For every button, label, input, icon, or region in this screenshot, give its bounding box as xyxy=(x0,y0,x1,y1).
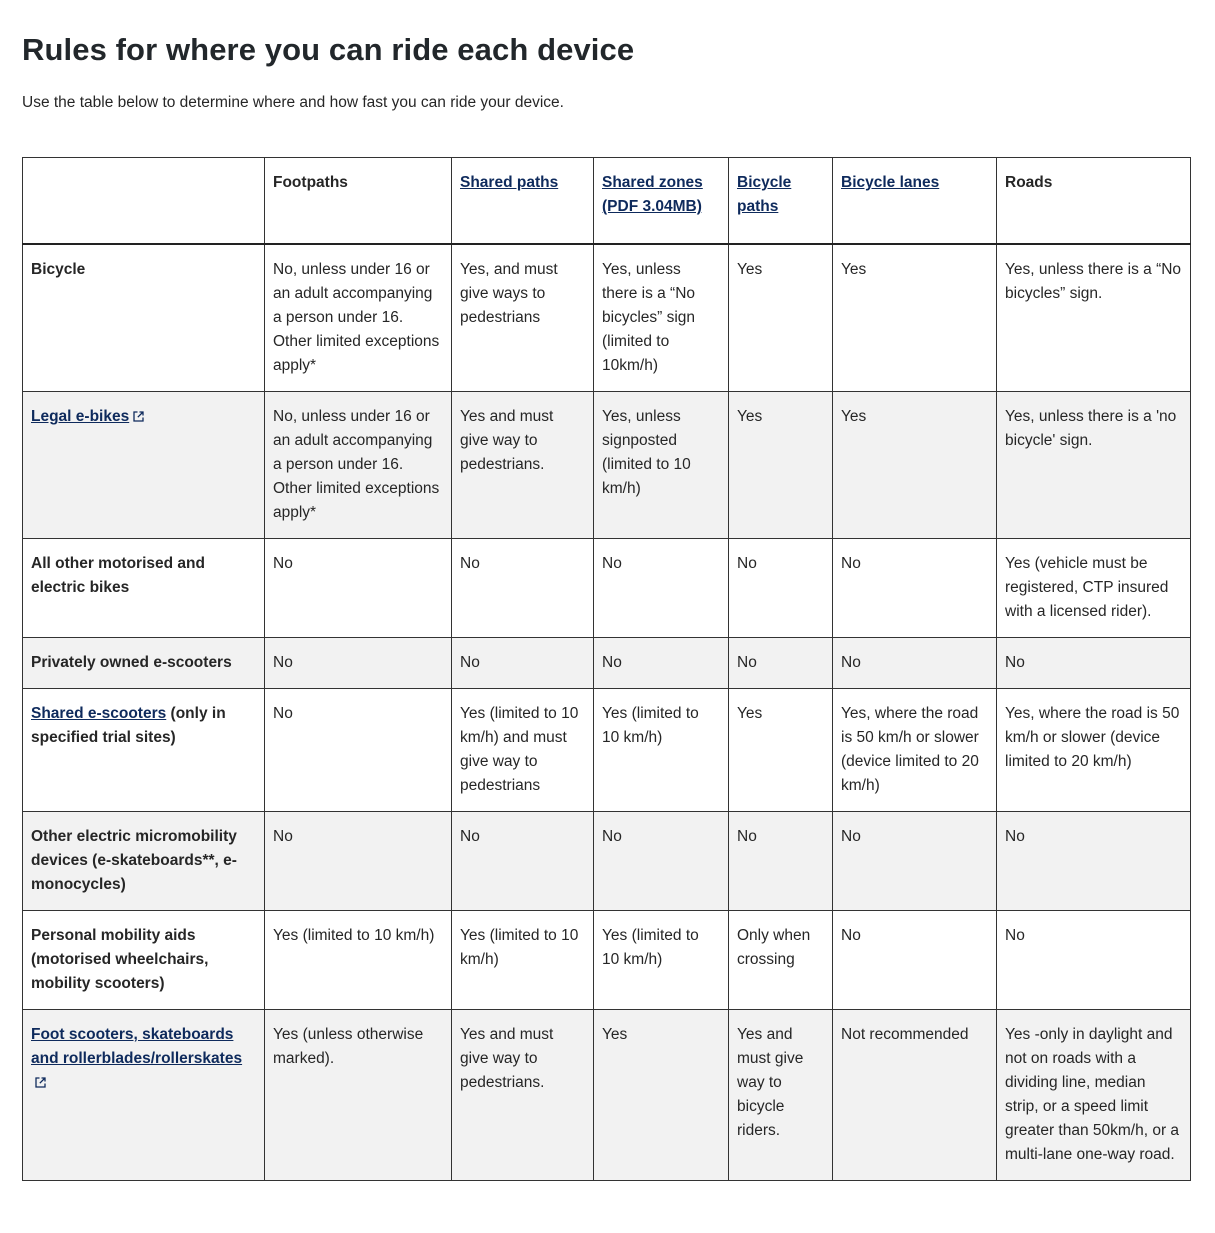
table-cell: No xyxy=(833,638,997,689)
row-device-cell: All other motorised and electric bikes xyxy=(23,539,265,638)
table-cell: Yes (limited to 10 km/h) xyxy=(452,911,594,1010)
table-cell: Yes xyxy=(729,244,833,392)
table-cell: Not recommended xyxy=(833,1010,997,1181)
header-bicycle-paths xyxy=(729,158,833,245)
table-cell: No xyxy=(729,638,833,689)
table-cell: Yes, unless signposted (limited to 10 km/h) xyxy=(594,392,729,539)
shared-zones-link[interactable]: Shared zones (PDF 3.04MB) xyxy=(602,174,703,215)
corner-cell xyxy=(23,158,265,245)
table-cell: No xyxy=(997,911,1191,1010)
table-cell: Yes (unless otherwise marked). xyxy=(265,1010,452,1181)
device-rules-table xyxy=(22,157,1191,1181)
table-cell: No xyxy=(997,638,1191,689)
table-cell: Yes xyxy=(729,392,833,539)
row-device-cell: Personal mobility aids (motorised wheelchairs, mobility scooters) xyxy=(23,911,265,1010)
intro-text: Use the table below to determine where and how fast you can ride your device. xyxy=(22,94,564,111)
table-cell: No xyxy=(729,812,833,911)
table-header xyxy=(23,158,1191,245)
table-cell: Yes (limited to 10 km/h) xyxy=(265,911,452,1010)
table-row xyxy=(23,539,1191,638)
table-row xyxy=(23,911,1191,1010)
table-cell: Yes, unless there is a “No bicycles” sign (limited to 10km/h) xyxy=(594,244,729,392)
table-cell: No xyxy=(265,812,452,911)
foot-scooters-link[interactable]: Foot scooters, skateboards and rollerblades/rollerskates xyxy=(31,1026,243,1067)
header-bicycle-lanes xyxy=(833,158,997,245)
table-cell: No xyxy=(594,539,729,638)
row-device-suffix: (only in specified trial sites) xyxy=(31,705,226,746)
row-device-cell xyxy=(23,689,265,812)
table-cell: Yes (vehicle must be registered, CTP insured with a licensed rider). xyxy=(997,539,1191,638)
table-cell: Yes (limited to 10 km/h) xyxy=(594,689,729,812)
table-row xyxy=(23,689,1191,812)
table-cell: No xyxy=(833,539,997,638)
table-cell: No xyxy=(265,689,452,812)
shared-paths-link[interactable]: Shared paths xyxy=(460,174,559,191)
table-cell: Yes, where the road is 50 km/h or slower (device limited to 20 km/h) xyxy=(997,689,1191,812)
row-device-cell: Bicycle xyxy=(23,244,265,392)
table-cell: No xyxy=(729,539,833,638)
table-cell: No xyxy=(452,812,594,911)
table-cell: Yes xyxy=(833,392,997,539)
table-cell: No xyxy=(594,812,729,911)
table-cell: Yes xyxy=(729,689,833,812)
table-cell: Yes, unless there is a 'no bicycle' sign. xyxy=(997,392,1191,539)
table-cell: Yes (limited to 10 km/h) xyxy=(594,911,729,1010)
external-link-icon xyxy=(35,1077,46,1088)
table-cell: No xyxy=(833,911,997,1010)
table-row xyxy=(23,392,1191,539)
header-row xyxy=(23,158,1191,245)
table-cell: No xyxy=(265,539,452,638)
table-cell: No xyxy=(452,539,594,638)
table-cell: Yes xyxy=(833,244,997,392)
table-cell: No xyxy=(452,638,594,689)
table-row xyxy=(23,638,1191,689)
row-device-cell xyxy=(23,1010,265,1181)
table-cell: No xyxy=(833,812,997,911)
page-title: Rules for where you can ride each device xyxy=(22,32,635,67)
table-cell: No xyxy=(265,638,452,689)
legal-e-bikes-link[interactable]: Legal e-bikes xyxy=(31,408,130,425)
external-link-icon xyxy=(133,411,144,422)
page xyxy=(0,0,1215,115)
table-row xyxy=(23,244,1191,392)
table-cell: Yes -only in daylight and not on roads with a dividing line, median strip, or a speed limit greater than 50km/h, or a multi-lane one-way road. xyxy=(997,1010,1191,1181)
table-cell: Yes and must give way to pedestrians. xyxy=(452,392,594,539)
row-device-cell: Privately owned e-scooters xyxy=(23,638,265,689)
table-cell: Yes, where the road is 50 km/h or slower (device limited to 20 km/h) xyxy=(833,689,997,812)
header-roads: Roads xyxy=(997,158,1191,245)
table-cell: Only when crossing xyxy=(729,911,833,1010)
header-shared-zones xyxy=(594,158,729,245)
table-cell: No, unless under 16 or an adult accompanying a person under 16. Other limited exceptions apply* xyxy=(265,392,452,539)
table-row xyxy=(23,1010,1191,1181)
table-cell: Yes, and must give ways to pedestrians xyxy=(452,244,594,392)
table-row xyxy=(23,812,1191,911)
table-cell: Yes and must give way to bicycle riders. xyxy=(729,1010,833,1181)
header-shared-paths xyxy=(452,158,594,245)
table-cell: No xyxy=(594,638,729,689)
table-cell: No, unless under 16 or an adult accompanying a person under 16. Other limited exceptions apply* xyxy=(265,244,452,392)
row-device-cell xyxy=(23,392,265,539)
shared-e-scooters-link[interactable]: Shared e-scooters xyxy=(31,705,167,722)
table-cell: Yes, unless there is a “No bicycles” sign. xyxy=(997,244,1191,392)
table-cell: Yes xyxy=(594,1010,729,1181)
bicycle-lanes-link[interactable]: Bicycle lanes xyxy=(841,174,940,191)
table-cell: Yes (limited to 10 km/h) and must give way to pedestrians xyxy=(452,689,594,812)
table-cell: Yes and must give way to pedestrians. xyxy=(452,1010,594,1181)
table-body xyxy=(23,244,1191,1181)
header-footpaths: Footpaths xyxy=(265,158,452,245)
bicycle-paths-link[interactable]: Bicycle paths xyxy=(737,174,792,215)
table-cell: No xyxy=(997,812,1191,911)
row-device-cell: Other electric micromobility devices (e-skateboards**, e-monocycles) xyxy=(23,812,265,911)
